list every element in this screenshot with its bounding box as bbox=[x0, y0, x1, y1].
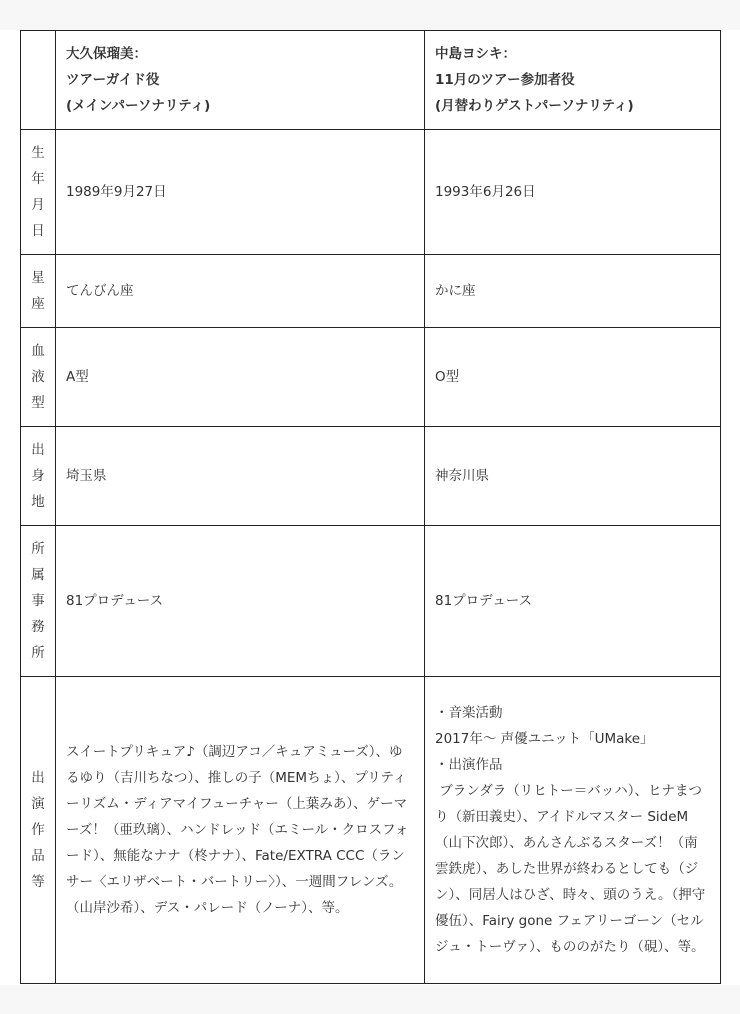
header-nakajima bbox=[425, 31, 721, 130]
header-nakajima-note: (月替わりゲストパーソナリティ) bbox=[435, 98, 634, 114]
row-label-hometown: 出 身 地 bbox=[21, 427, 56, 526]
nakajima-hometown: 神奈川県 bbox=[425, 427, 721, 526]
nakajima-works-list: ブランダラ（リヒトー＝バッハ）、ヒナまつり（新田義史）、アイドルマスター SideM（山下次郎）、あんさんぶるスターズ！（南雲鉄虎）、あした世界が終わるとしても（ジン）、同居人はひざ、時々、頭のうえ。（押守優伍）、Fairy gone フェアリーゴーン（セルジュ・トーヴァ）、もののがたり（硯）、等。 bbox=[435, 783, 706, 955]
header-empty-cell bbox=[21, 31, 56, 130]
nakajima-zodiac: かに座 bbox=[425, 255, 721, 328]
header-okubo bbox=[56, 31, 425, 130]
row-works bbox=[21, 677, 721, 984]
header-okubo-name: 大久保瑠美： bbox=[66, 46, 147, 62]
row-birthday bbox=[21, 130, 721, 255]
row-label-zodiac: 星 座 bbox=[21, 255, 56, 328]
nakajima-music-detail: 2017年～ 声優ユニット「UMake」 bbox=[435, 731, 654, 747]
page bbox=[0, 30, 740, 985]
row-hometown bbox=[21, 427, 721, 526]
row-label-agency: 所 属 事 務 所 bbox=[21, 526, 56, 677]
nakajima-agency: 81プロデュース bbox=[425, 526, 721, 677]
header-row bbox=[21, 31, 721, 130]
nakajima-music-heading: ・音楽活動 bbox=[435, 705, 503, 721]
nakajima-works bbox=[425, 677, 721, 984]
row-label-works: 出 演 作 品 等 bbox=[21, 677, 56, 984]
header-nakajima-name: 中島ヨシキ： bbox=[435, 46, 516, 62]
okubo-blood-type: A型 bbox=[56, 328, 425, 427]
header-okubo-note: (メインパーソナリティ) bbox=[66, 98, 211, 114]
okubo-hometown: 埼玉県 bbox=[56, 427, 425, 526]
row-zodiac bbox=[21, 255, 721, 328]
okubo-birthday: 1989年9月27日 bbox=[56, 130, 425, 255]
okubo-works: スイートプリキュア♪（調辺アコ／キュアミューズ）、ゆるゆり（吉川ちなつ）、推しの子（MEMちょ）、プリティーリズム・ディアマイフューチャー（上葉みあ）、ゲーマーズ！（亜玖璃）、ハンドレッド（エミール・クロスフォード）、無能なナナ（柊ナナ）、Fate/EXTRA CCC（ランサー〈エリザベート・バートリー〉）、一週間フレンズ。（山岸沙希）、デス・パレード（ノーナ）、等。 bbox=[56, 677, 425, 984]
okubo-agency: 81プロデュース bbox=[56, 526, 425, 677]
nakajima-works-heading: ・出演作品 bbox=[435, 757, 503, 773]
row-label-blood-type: 血 液 型 bbox=[21, 328, 56, 427]
nakajima-blood-type: O型 bbox=[425, 328, 721, 427]
row-blood-type bbox=[21, 328, 721, 427]
row-agency bbox=[21, 526, 721, 677]
header-nakajima-role: 11月のツアー参加者役 bbox=[435, 72, 575, 88]
header-okubo-role: ツアーガイド役 bbox=[66, 72, 160, 88]
okubo-zodiac: てんびん座 bbox=[56, 255, 425, 328]
row-label-birthday: 生 年 月 日 bbox=[21, 130, 56, 255]
profile-table bbox=[20, 30, 721, 984]
nakajima-birthday: 1993年6月26日 bbox=[425, 130, 721, 255]
